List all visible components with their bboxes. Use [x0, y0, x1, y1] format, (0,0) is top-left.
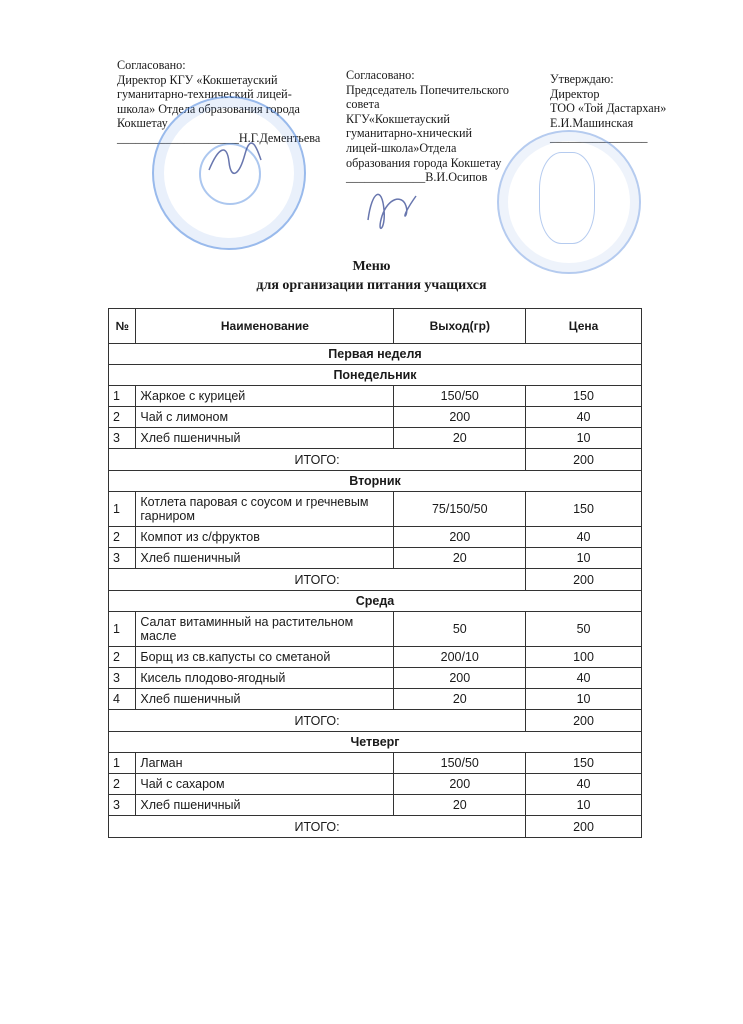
row-num: 2 — [109, 527, 136, 548]
table-row — [109, 668, 642, 689]
row-num: 3 — [109, 795, 136, 816]
approval-director-company: Утверждаю: Директор ТОО «Той Дастархан» Е.И.Машинская ________________ — [550, 72, 667, 145]
row-output: 50 — [394, 612, 526, 647]
table-row — [109, 795, 642, 816]
row-num: 1 — [109, 753, 136, 774]
table-row — [109, 386, 642, 407]
table-row — [109, 428, 642, 449]
row-num: 2 — [109, 774, 136, 795]
row-output: 20 — [394, 795, 526, 816]
document-title: Меню — [352, 259, 391, 274]
table-row — [109, 689, 642, 710]
row-num: 4 — [109, 689, 136, 710]
row-price: 40 — [526, 407, 642, 428]
total-row — [109, 816, 642, 838]
row-num: 2 — [109, 407, 136, 428]
row-output: 200 — [394, 407, 526, 428]
approval-board-chairman: Согласовано: Председатель Попечительского совета КГУ«Кокшетауский гуманитарно-хнический лицей-школа»Отдела образования города Кокшетау _____________В.И.Осипов — [346, 68, 510, 185]
week-heading: Первая неделя — [109, 344, 642, 365]
row-price: 10 — [526, 428, 642, 449]
row-num: 3 — [109, 668, 136, 689]
total-row — [109, 710, 642, 732]
row-price: 40 — [526, 527, 642, 548]
row-output: 200 — [394, 774, 526, 795]
row-name: Борщ из св.капусты со сметаной — [136, 647, 394, 668]
row-num: 1 — [109, 386, 136, 407]
total-row — [109, 449, 642, 471]
row-num: 1 — [109, 612, 136, 647]
row-name: Хлеб пшеничный — [136, 689, 394, 710]
table-row — [109, 753, 642, 774]
row-num: 3 — [109, 428, 136, 449]
table-row — [109, 647, 642, 668]
table-header-row — [109, 309, 642, 344]
total-row — [109, 569, 642, 591]
row-name: Котлета паровая с соусом и гречневым гарниром — [136, 492, 394, 527]
day-heading-monday: Понедельник — [109, 365, 642, 386]
total-value: 200 — [526, 816, 642, 838]
row-name: Хлеб пшеничный — [136, 795, 394, 816]
row-output: 200/10 — [394, 647, 526, 668]
header-num: № — [109, 309, 136, 344]
day-heading-tuesday: Вторник — [109, 471, 642, 492]
row-output: 150/50 — [394, 753, 526, 774]
row-price: 50 — [526, 612, 642, 647]
row-name: Хлеб пшеничный — [136, 548, 394, 569]
total-value: 200 — [526, 449, 642, 471]
day-heading-thursday: Четверг — [109, 732, 642, 753]
row-num: 3 — [109, 548, 136, 569]
row-price: 150 — [526, 386, 642, 407]
table-row — [109, 774, 642, 795]
row-name: Салат витаминный на растительном масле — [136, 612, 394, 647]
row-output: 200 — [394, 668, 526, 689]
table-row — [109, 548, 642, 569]
row-output: 20 — [394, 689, 526, 710]
row-name: Компот из с/фруктов — [136, 527, 394, 548]
total-label: ИТОГО: — [109, 710, 526, 732]
row-price: 10 — [526, 795, 642, 816]
signature-osipov — [362, 180, 422, 240]
table-row — [109, 492, 642, 527]
row-output: 75/150/50 — [394, 492, 526, 527]
row-output: 200 — [394, 527, 526, 548]
row-name: Чай с сахаром — [136, 774, 394, 795]
table-row — [109, 527, 642, 548]
row-name: Жаркое с курицей — [136, 386, 394, 407]
row-price: 150 — [526, 492, 642, 527]
row-price: 10 — [526, 689, 642, 710]
header-name: Наименование — [136, 309, 394, 344]
row-num: 2 — [109, 647, 136, 668]
row-num: 1 — [109, 492, 136, 527]
header-price: Цена — [526, 309, 642, 344]
total-label: ИТОГО: — [109, 449, 526, 471]
row-price: 100 — [526, 647, 642, 668]
total-label: ИТОГО: — [109, 816, 526, 838]
header-output: Выход(гр) — [394, 309, 526, 344]
table-row — [109, 612, 642, 647]
total-value: 200 — [526, 710, 642, 732]
company-seal-stamp — [497, 130, 641, 274]
approval-director-school: Согласовано: Директор КГУ «Кокшетауский гуманитарно-технический лицей- школа» Отдела образования города Кокшетау ____________________Н.Г.Дементьева — [117, 58, 321, 145]
menu-table — [108, 308, 642, 838]
day-heading-wednesday: Среда — [109, 591, 642, 612]
document-subtitle: для организации питания учащихся — [256, 278, 487, 293]
row-output: 20 — [394, 428, 526, 449]
row-price: 10 — [526, 548, 642, 569]
total-label: ИТОГО: — [109, 569, 526, 591]
row-name: Кисель плодово-ягодный — [136, 668, 394, 689]
row-price: 40 — [526, 774, 642, 795]
total-value: 200 — [526, 569, 642, 591]
row-price: 150 — [526, 753, 642, 774]
row-name: Чай с лимоном — [136, 407, 394, 428]
row-output: 20 — [394, 548, 526, 569]
signature-dementyeva — [205, 140, 265, 180]
row-output: 150/50 — [394, 386, 526, 407]
row-name: Хлеб пшеничный — [136, 428, 394, 449]
table-row — [109, 407, 642, 428]
row-price: 40 — [526, 668, 642, 689]
row-name: Лагман — [136, 753, 394, 774]
